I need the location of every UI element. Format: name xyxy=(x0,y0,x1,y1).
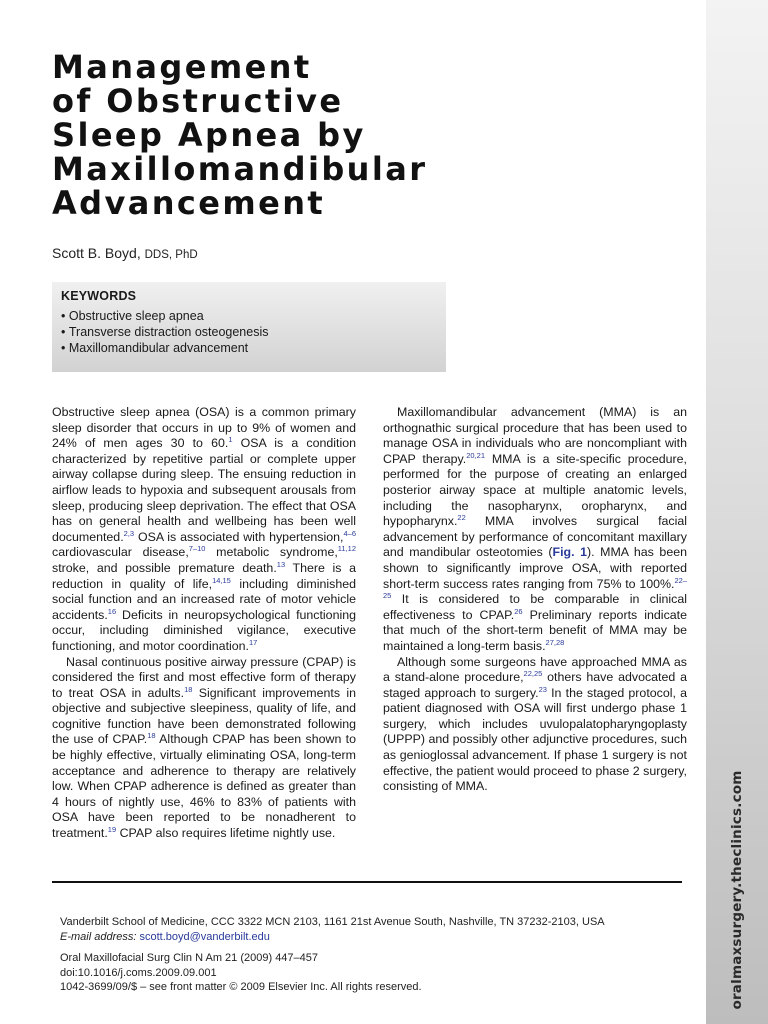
citation-block xyxy=(60,951,422,995)
affiliation-block xyxy=(60,915,605,944)
body-column-right xyxy=(383,405,687,795)
author-name: Scott B. Boyd, xyxy=(52,245,141,261)
reference-link[interactable]: 27,28 xyxy=(545,637,565,647)
journal-url: oralmaxsurgery.theclinics.com xyxy=(729,770,745,1010)
title-line: Maxillomandibular xyxy=(52,150,428,188)
title-line: Sleep Apnea by xyxy=(52,116,366,154)
keywords-list xyxy=(61,308,446,356)
reference-link[interactable]: 7–10 xyxy=(188,544,206,554)
reference-link[interactable]: 16 xyxy=(107,606,117,616)
title-line: Advancement xyxy=(52,184,326,222)
reference-link[interactable]: 17 xyxy=(249,637,258,647)
reference-link[interactable]: 1 xyxy=(228,435,233,445)
reference-link[interactable]: 23 xyxy=(538,684,547,694)
article-title xyxy=(52,50,427,220)
reference-link[interactable]: 22,25 xyxy=(523,668,543,678)
affiliation-text: Vanderbilt School of Medicine, CCC 3322 MCN 2103, 1161 21st Avenue South, Nashville, TN 37232-2103, USA xyxy=(60,916,605,928)
keywords-box xyxy=(52,282,446,372)
copyright-text: 1042-3699/09/$ – see front matter © 2009 Elsevier Inc. All rights reserved. xyxy=(60,981,422,993)
keyword-item: • Maxillomandibular advancement xyxy=(61,340,446,356)
email-label: E-mail address: xyxy=(60,930,137,943)
footer-divider xyxy=(52,881,682,883)
reference-link[interactable]: 22–25 xyxy=(383,575,687,600)
doi-text: doi:10.1016/j.coms.2009.09.001 xyxy=(60,966,217,979)
title-line: Management xyxy=(52,48,312,86)
keyword-item: • Obstructive sleep apnea xyxy=(61,308,446,324)
body-column-left xyxy=(52,405,356,842)
reference-link[interactable]: 26 xyxy=(514,606,523,616)
journal-citation: Oral Maxillofacial Surg Clin N Am 21 (2009) 447–457 xyxy=(60,952,319,964)
paragraph-cpap: Nasal continuous positive airway pressure (CPAP) is considered the first and most effective form of therapy to treat OSA in adults.$^{18}$ Significant improvements in objective and subjective sleepiness, quality of life, and cognitive function have been demonstrated following the use of CPAP.$^{18}$ Although CPAP has been shown to be highly effective, virtually eliminating OSA, long-term acceptance and adherence to therapy are relatively low. When CPAP adherence is defined as greater than 4 hours of nightly use, 46% to 83% of patients with OSA have been reported to be nonadherent to treatment.$^{19}$ CPAP also requires lifetime nightly use. xyxy=(52,654,357,841)
keyword-item: • Transverse distraction osteogenesis xyxy=(61,324,446,340)
title-line: of Obstructive xyxy=(52,82,344,120)
reference-link[interactable]: 20,21 xyxy=(466,450,486,460)
author-degrees: DDS, PhD xyxy=(144,249,198,261)
email-line xyxy=(60,930,605,945)
figure-link[interactable]: Fig. 1 xyxy=(552,545,588,560)
reference-link[interactable]: 4–6 xyxy=(343,528,356,538)
email-link[interactable]: scott.boyd@vanderbilt.edu xyxy=(139,930,270,943)
reference-link[interactable]: 19 xyxy=(107,824,117,834)
keywords-heading: KEYWORDS xyxy=(61,289,137,303)
paragraph-staged: Although some surgeons have approached MMA as a stand-alone procedure,$^{22,25}$ others have advocated a staged approach to surgery.$^{23}$ In the staged protocol, a patient diagnosed with OSA will first undergo phase 1 surgery, which includes uvulopalatopharyngoplasty (UPPP) and possibly other adjunctive procedures, such as genioglossal advancement. If phase 1 surgery is not effective, the patient would proceed to phase 2 surgery, consisting of MMA. xyxy=(383,654,688,794)
paragraph-intro: Obstructive sleep apnea (OSA) is a common primary sleep disorder that occurs in up to 9% of women and 24% of men ages 30 to 60.$^1$ OSA is a condition characterized by repetitive partial or complete upper airway collapse during sleep. The ensuing reduction in airflow leads to hypoxia and subsequent arousals from sleep, producing sleep deprivation. The effect that OSA has on general health and wellbeing has been well documented.$^{2,3}$ OSA is associated with hypertension,$^{4-6}$ cardiovascular disease,$^{7-10}$ metabolic syndrome,$^{11,12}$ stroke, and possible premature death.$^{13}$ There is a reduction in quality of life,$^{14,15}$ including diminished social function and an increased rate of motor vehicle accidents.$^{16}$ Deficits in neuropsychological functioning occur, including diminished vigilance, executive functioning, and motor coordination.$^{17}$ xyxy=(52,405,357,653)
paragraph-mma: Maxillomandibular advancement (MMA) is an orthognathic surgical procedure that has been used to manage OSA in individuals who are noncompliant with CPAP therapy.$^{20,21}$ MMA is a site-specific procedure, performed for the purpose of creating an enlarged posterior airway space at multiple anatomic levels, including the nasopharynx, oropharynx, and hypopharynx.$^{22}$ MMA involves surgical facial advancement by performance of concomitant maxillary and mandibular osteotomies (Fig. 1). MMA has been shown to significantly improve OSA, with reported short-term success rates ranging from 75% to 100%.$^{22-25}$ It is considered to be comparable in clinical effectiveness to CPAP.$^{26}$ Preliminary reports indicate that much of the short-term benefit of MMA may be maintained a long-term basis.$^{27,28}$ xyxy=(383,405,687,653)
reference-link[interactable]: 18 xyxy=(184,684,193,694)
reference-link[interactable]: 22 xyxy=(457,513,466,523)
reference-link[interactable]: 11,12 xyxy=(337,544,356,554)
reference-link[interactable]: 2,3 xyxy=(123,528,135,538)
reference-link[interactable]: 13 xyxy=(276,559,286,569)
reference-link[interactable]: 14,15 xyxy=(212,575,231,585)
reference-link[interactable]: 18 xyxy=(147,731,156,741)
author-line xyxy=(52,245,198,261)
